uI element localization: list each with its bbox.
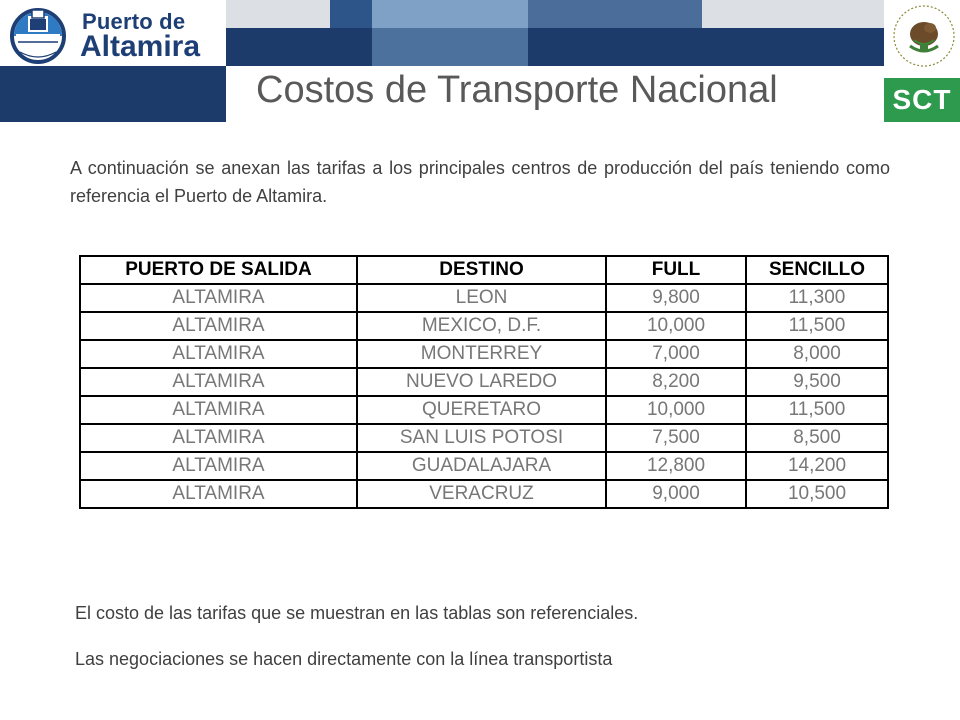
cell-puerto-salida: ALTAMIRA bbox=[80, 312, 357, 340]
header-destino bbox=[357, 256, 606, 284]
cell-puerto-salida: ALTAMIRA bbox=[80, 424, 357, 452]
banner-block bbox=[528, 28, 702, 66]
table-row bbox=[80, 452, 888, 480]
banner-block bbox=[372, 0, 528, 28]
header-banner bbox=[0, 0, 960, 122]
cell-puerto-salida: ALTAMIRA bbox=[80, 368, 357, 396]
cell-puerto-salida: ALTAMIRA bbox=[80, 452, 357, 480]
table-row bbox=[80, 396, 888, 424]
header-full bbox=[606, 256, 746, 284]
header-label: FULL bbox=[651, 259, 701, 280]
header-puerto-salida bbox=[80, 256, 357, 284]
logo-text-line1: Puerto de bbox=[82, 9, 186, 34]
logo-text-line2: Altamira bbox=[80, 30, 201, 63]
banner-block bbox=[330, 0, 372, 28]
cell-full: 9,000 bbox=[606, 480, 746, 508]
banner-block bbox=[226, 28, 330, 66]
cell-full: 9,800 bbox=[606, 284, 746, 312]
banner-block bbox=[372, 28, 528, 66]
header-label: DESTINO bbox=[439, 259, 524, 280]
table-row bbox=[80, 340, 888, 368]
cell-sencillo: 11,500 bbox=[746, 312, 888, 340]
cell-full: 10,000 bbox=[606, 396, 746, 424]
cell-full: 7,500 bbox=[606, 424, 746, 452]
cell-sencillo: 8,500 bbox=[746, 424, 888, 452]
cell-full: 10,000 bbox=[606, 312, 746, 340]
cell-destino: VERACRUZ bbox=[357, 480, 606, 508]
header-sencillo bbox=[746, 256, 888, 284]
note-referential-rates: El costo de las tarifas que se muestran en las tablas son referenciales. bbox=[75, 603, 639, 623]
banner-block bbox=[226, 0, 330, 28]
table-row bbox=[80, 424, 888, 452]
table-row bbox=[80, 368, 888, 396]
cell-destino: MONTERREY bbox=[357, 340, 606, 368]
cell-puerto-salida: ALTAMIRA bbox=[80, 340, 357, 368]
banner-block bbox=[0, 66, 226, 122]
cell-sencillo: 14,200 bbox=[746, 452, 888, 480]
banner-block bbox=[330, 28, 372, 66]
cell-sencillo: 8,000 bbox=[746, 340, 888, 368]
header-label: PUERTO DE SALIDA bbox=[125, 259, 312, 280]
cell-puerto-salida: ALTAMIRA bbox=[80, 284, 357, 312]
eagle-seal-icon bbox=[884, 0, 960, 72]
banner-block bbox=[702, 28, 884, 66]
cell-sencillo: 11,300 bbox=[746, 284, 888, 312]
cell-destino: MEXICO, D.F. bbox=[357, 312, 606, 340]
puerto-altamira-logo bbox=[0, 0, 226, 66]
intro-paragraph: A continuación se anexan las tarifas a los principales centros de producción del país teniendo como referencia el Puerto de Altamira. bbox=[70, 158, 890, 206]
cell-sencillo: 11,500 bbox=[746, 396, 888, 424]
cell-full: 12,800 bbox=[606, 452, 746, 480]
cell-puerto-salida: ALTAMIRA bbox=[80, 480, 357, 508]
page-title: Costos de Transporte Nacional bbox=[256, 69, 778, 111]
sct-badge: SCT bbox=[884, 78, 960, 122]
cell-full: 8,200 bbox=[606, 368, 746, 396]
cell-destino: GUADALAJARA bbox=[357, 452, 606, 480]
table-row bbox=[80, 312, 888, 340]
cell-full: 7,000 bbox=[606, 340, 746, 368]
table-row bbox=[80, 284, 888, 312]
cell-sencillo: 10,500 bbox=[746, 480, 888, 508]
table-header-row bbox=[80, 256, 888, 284]
cell-destino: LEON bbox=[357, 284, 606, 312]
cell-destino: SAN LUIS POTOSI bbox=[357, 424, 606, 452]
mexico-seal-logo bbox=[884, 0, 960, 72]
banner-block bbox=[702, 0, 884, 28]
table-row bbox=[80, 480, 888, 508]
cell-sencillo: 9,500 bbox=[746, 368, 888, 396]
cell-destino: QUERETARO bbox=[357, 396, 606, 424]
banner-block bbox=[528, 0, 702, 28]
cell-destino: NUEVO LAREDO bbox=[357, 368, 606, 396]
cell-puerto-salida: ALTAMIRA bbox=[80, 396, 357, 424]
port-emblem-icon bbox=[6, 6, 70, 64]
note-negotiations: Las negociaciones se hacen directamente con la línea transportista bbox=[75, 649, 613, 669]
transport-rates-table bbox=[79, 255, 889, 509]
header-label: SENCILLO bbox=[768, 259, 866, 280]
